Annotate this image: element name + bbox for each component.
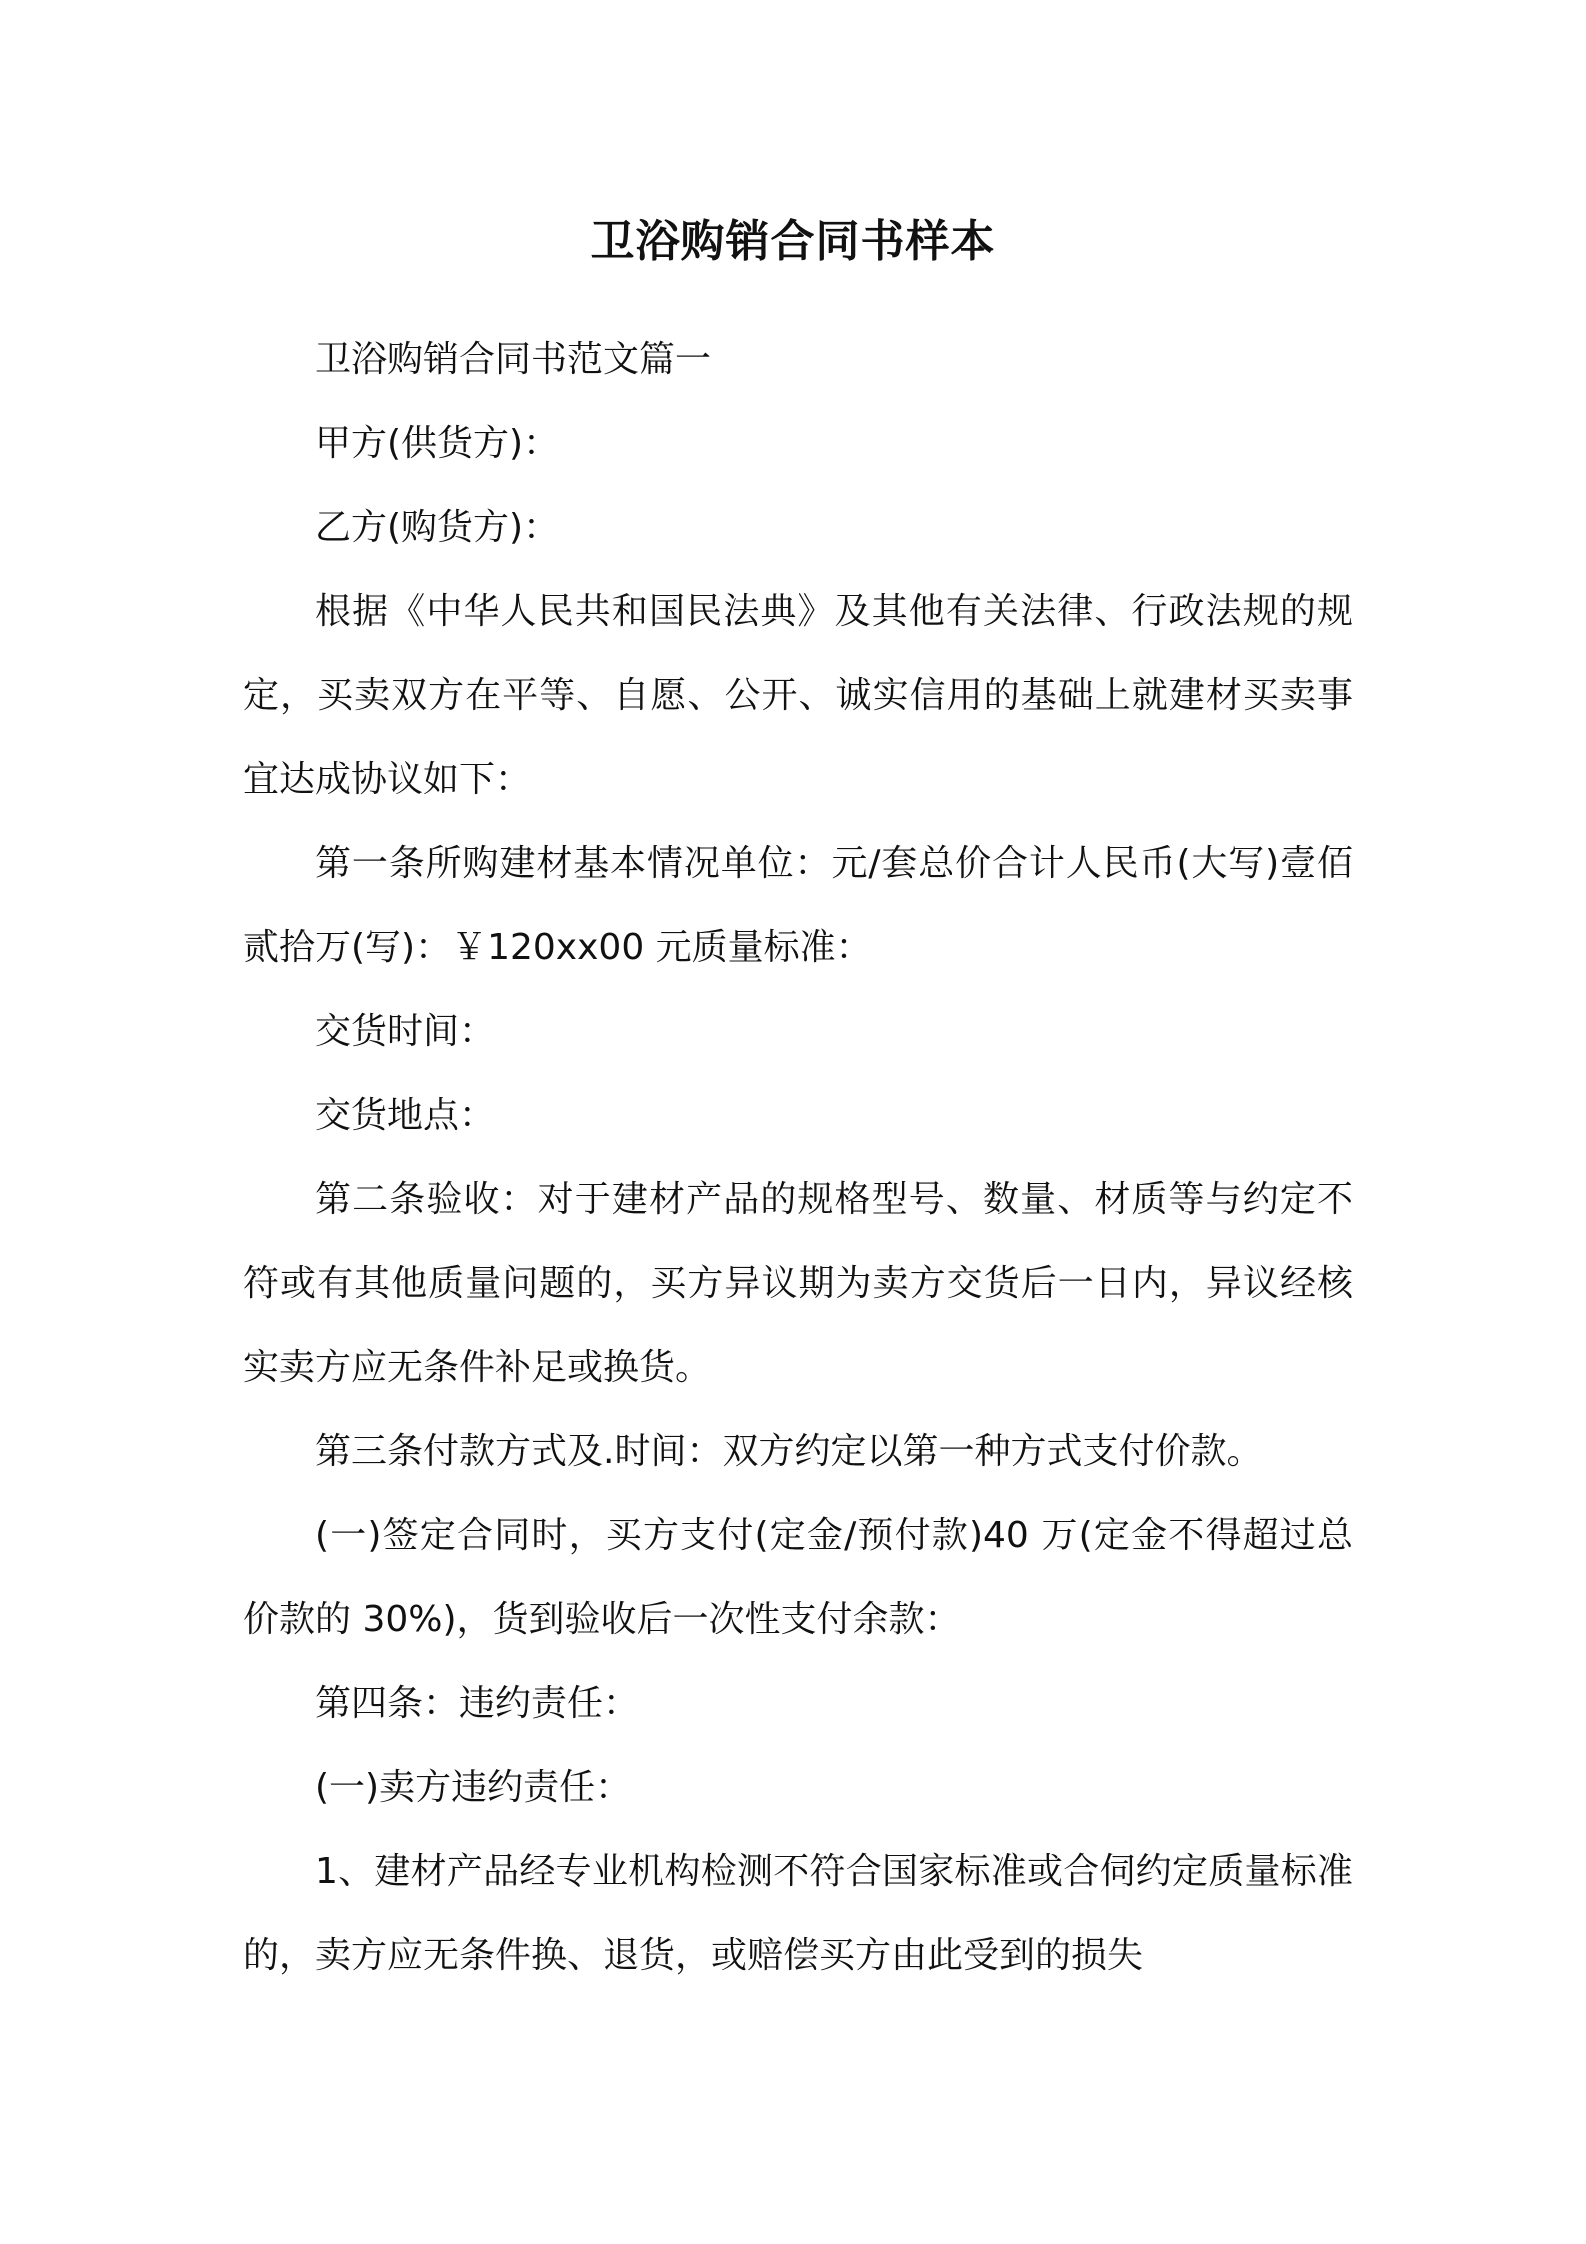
- paragraph-article-1: 第一条所购建材基本情况单位：元/套总价合计人民币(大写)壹佰贰拾万(写)：￥120xx00 元质量标准：: [243, 843, 1353, 968]
- paragraph-article-3: 第三条付款方式及.时间：双方约定以第一种方式支付价款。: [315, 1431, 1263, 1472]
- paragraph-article-4: 第四条：违约责任：: [315, 1683, 640, 1724]
- paragraph-seller-liability: (一)卖方违约责任：: [315, 1767, 632, 1808]
- paragraph-seller-liability-item-1: 1、建材产品经专业机构检测不符合国家标准或合伺约定质量标准的，卖方应无条件换、退货，或赔偿买方由此受到的损失: [243, 1851, 1353, 1976]
- document-title: 卫浴购销合同书样本: [590, 216, 996, 267]
- paragraph-article-3-item-1: (一)签定合同时，买方支付(定金/预付款)40 万(定金不得超过总价款的 30%)，货到验收后一次性支付余款：: [243, 1515, 1353, 1640]
- paragraph-subtitle: 卫浴购销合同书范文篇一: [315, 339, 712, 380]
- paragraph-party-a: 甲方(供货方)：: [315, 423, 560, 464]
- paragraph-article-2: 第二条验收：对于建材产品的规格型号、数量、材质等与约定不符或有其他质量问题的，买方异议期为卖方交货后一日内，异议经核实卖方应无条件补足或换货。: [243, 1179, 1353, 1388]
- paragraph-delivery-place: 交货地点：: [315, 1095, 496, 1136]
- paragraph-preamble: 根据《中华人民共和国民法典》及其他有关法律、行政法规的规定，买卖双方在平等、自愿、公开、诚实信用的基础上就建材买卖事宜达成协议如下：: [243, 591, 1353, 800]
- paragraph-party-b: 乙方(购货方)：: [315, 507, 560, 548]
- paragraph-delivery-time: 交货时间：: [315, 1011, 496, 1052]
- document-body: [243, 318, 1353, 1998]
